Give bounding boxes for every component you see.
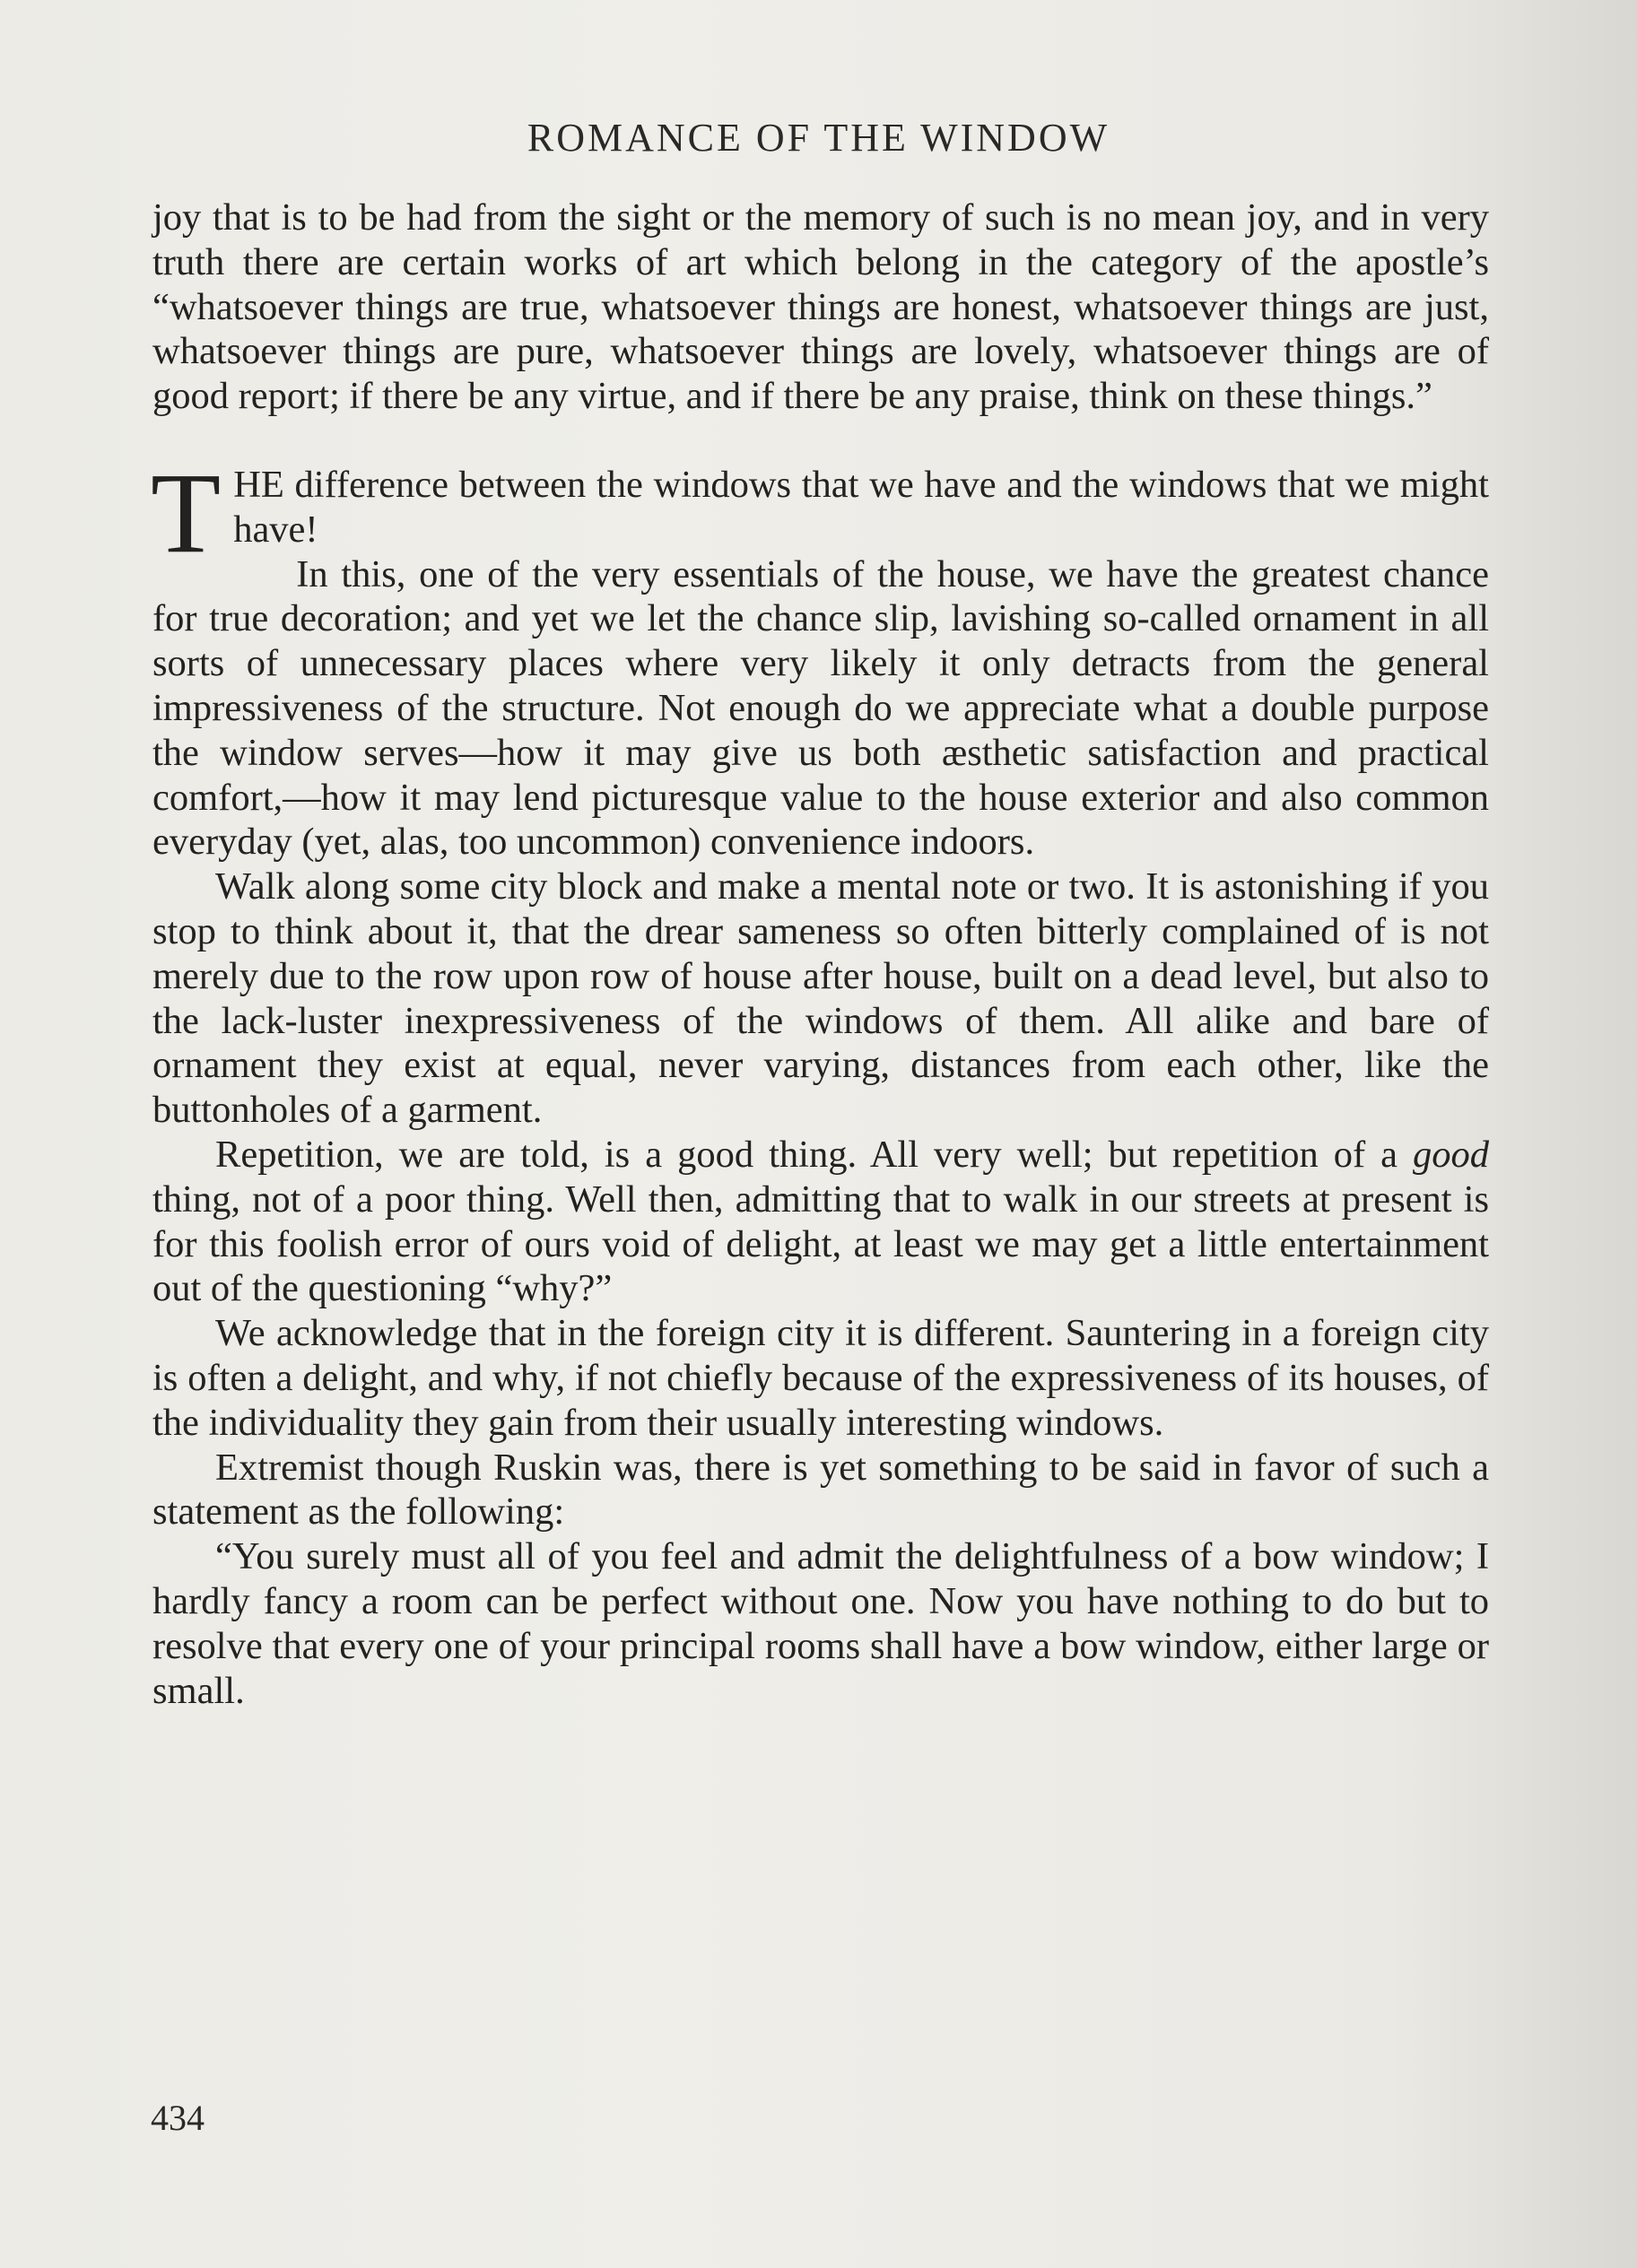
body-text (152, 196, 1489, 1713)
text-run: Repetition, we are told, is a good thing. All very well; but repetition of a (215, 1133, 1413, 1176)
emphasis-text: good (1413, 1133, 1489, 1176)
paragraph-continued-quote: joy that is to be had from the sight or the memory of such is no mean joy, and in very truth there are certain works of art which belong in the category of the apostle’s “whatsoever things are true, whatsoever things are honest, whatsoever things are just, whatsoever things are pure, whatsoever things are lovely, whatsoever things are of good report; if there be any virtue, and if there be any praise, think on these things.” (152, 196, 1489, 418)
paragraph-quotation: “You surely must all of you feel and admit the delightfulness of a bow window; I hardly fancy a room can be perfect without one. Now you have nothing to do but to resolve that every one of your principal rooms shall have a bow window, either large or small. (152, 1535, 1489, 1712)
running-title: ROMANCE OF THE WINDOW (527, 116, 1110, 160)
paragraph: Extremist though Ruskin was, there is yet something to be said in favor of such a statement as the following: (152, 1446, 1489, 1534)
paragraph-repetition (152, 1133, 1489, 1311)
paragraph-opening: HE difference between the windows that we have and the windows that we might have! (233, 463, 1489, 551)
page-number: 434 (151, 2098, 205, 2138)
text-run: thing, not of a poor thing. Well then, admitting that to walk in our streets at present is for this foolish error of ours void of delight, at least we may get a little entertainment out of the questioning “why?” (152, 1177, 1489, 1310)
paragraph: In this, one of the very essentials of the house, we have the greatest chance for true decoration; and yet we let the chance slip, lavishing so-called ornament in all sorts of unnecessary places where very likely it only detracts from the general impressiveness of the structure. Not enough do we appreciate what a double purpose the window serves—how it may give us both æsthetic satisfaction and practical comfort,—how it may lend picturesque value to the house exterior and also common everyday (yet, alas, too uncommon) convenience indoors. (152, 552, 1489, 864)
paragraph: Walk along some city block and make a mental note or two. It is astonishing if you stop to think about it, that the drear sameness so often bitterly complained of is not merely due to the row upon row of house after house, built on a dead level, but also to the lack-luster inexpressiveness of the windows of them. All alike and bare of ornament they exist at equal, never varying, distances from each other, like the buttonholes of a garment. (152, 865, 1489, 1132)
paragraph: We acknowledge that in the foreign city it is different. Sauntering in a foreign city is often a delight, and why, if not chiefly because of the expressiveness of its houses, of the individuality they gain from their usually interesting windows. (152, 1312, 1489, 1444)
drop-cap: T (151, 448, 222, 577)
section-opening (151, 448, 1489, 865)
